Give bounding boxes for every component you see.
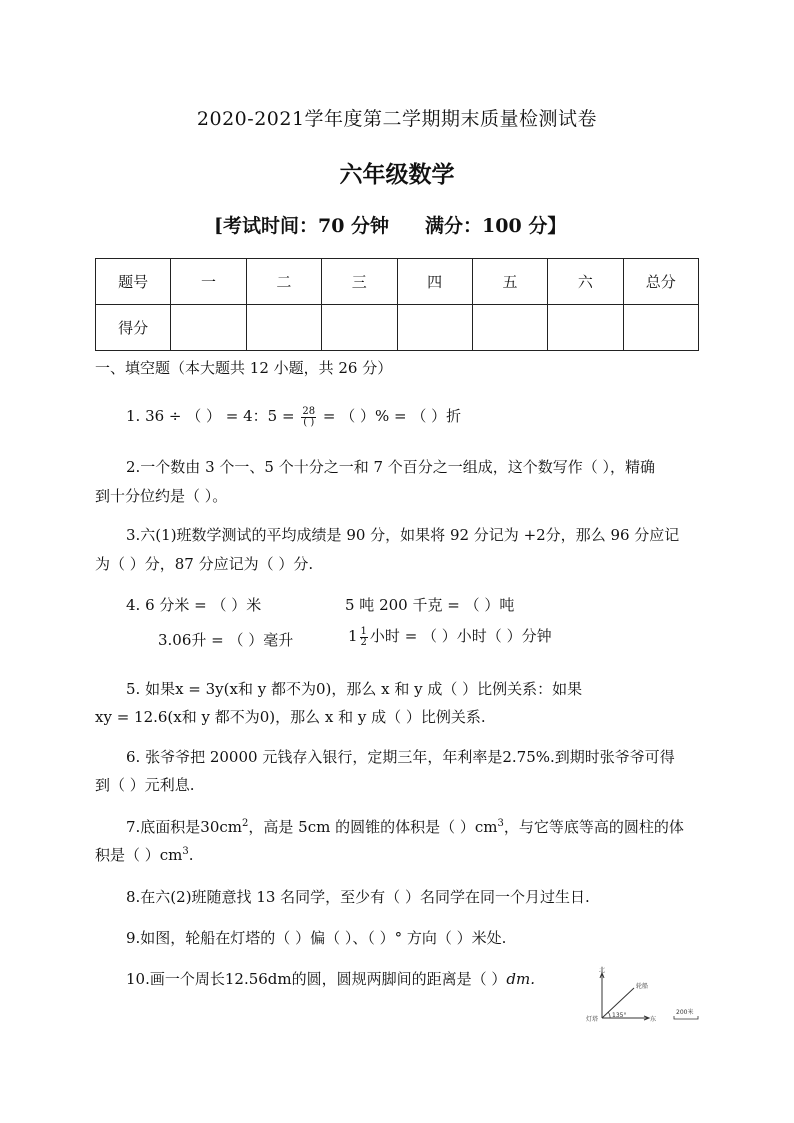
score-input-cell[interactable]: [322, 305, 397, 351]
score-table-score-row: [96, 305, 699, 351]
question-4-d: [348, 625, 552, 648]
score-input-cell[interactable]: [397, 305, 472, 351]
question-1: [126, 405, 461, 428]
score-input-cell[interactable]: [623, 305, 698, 351]
question-1-text: 1. 36 ÷ （ ） = 4：5 =: [126, 407, 295, 425]
question-7-text: ，与它等底等高的圆柱的体: [503, 818, 684, 836]
superscript: 3: [497, 818, 504, 829]
scale-label: 200米: [676, 1009, 694, 1016]
score-table-cell: 题号: [96, 259, 171, 305]
question-6-line-2: 到（ ）元利息.: [95, 776, 195, 794]
angle-arc: [608, 1012, 610, 1018]
question-8: 8.在六(2)班随意找 13 名同学，至少有（ ）名同学在同一个月过生日.: [126, 888, 590, 906]
scale-bar: [674, 1016, 698, 1019]
score-table-header-row: [96, 259, 699, 305]
question-7-line-1: [126, 816, 684, 837]
question-7-text: 积是（ ）cm: [95, 846, 183, 864]
east-label: 东: [650, 1016, 657, 1023]
superscript: 2: [242, 818, 249, 829]
question-4-d-text: 小时 = （ ）小时（ ）分钟: [369, 627, 552, 645]
score-table-cell: 六: [548, 259, 623, 305]
question-7-text: 7.底面积是30cm: [126, 818, 243, 836]
question-3-line-1: 3.六(1)班数学测试的平均成绩是 90 分，如果将 92 分记为 +2分，那么 96 分应记: [126, 526, 680, 544]
question-6-line-1: 6. 张爷爷把 20000 元钱存入银行，定期三年，年利率是2.75%.到期时张爷爷可得: [126, 748, 675, 766]
section-heading: 一、填空题（本大题共 12 小题，共 26 分）: [95, 359, 393, 377]
question-1-text-end: = （ ）% = （ ）折: [322, 407, 462, 425]
subject-title: 六年级数学: [339, 161, 455, 188]
exam-title: 2020-2021学年度第二学期期末质量检测试卷: [196, 108, 598, 130]
score-table-cell: 四: [397, 259, 472, 305]
score-table-cell: 五: [472, 259, 547, 305]
exam-time: [考试时间：70 分钟: [214, 215, 390, 237]
fraction: [301, 407, 316, 428]
question-4-b: 5 吨 200 千克 = （ ）吨: [345, 596, 515, 614]
fraction: [360, 627, 368, 648]
score-table-cell: 二: [246, 259, 321, 305]
score-table-cell: 得分: [96, 305, 171, 351]
north-label: 北: [599, 967, 606, 974]
question-2-line-2: 到十分位约是（ ）。: [95, 487, 228, 505]
question-5-line-1: 5. 如果x = 3y(x和 y 都不为0)，那么 x 和 y 成（ ）比例关系：如果: [126, 680, 583, 698]
lighthouse-direction-diagram: [584, 966, 704, 1028]
question-4-a: 4. 6 分米 = （ ）米: [126, 596, 262, 614]
ship-label: 轮船: [636, 983, 649, 990]
score-table-cell: 总分: [623, 259, 698, 305]
question-7-text: .: [188, 846, 194, 864]
exam-info: [214, 211, 566, 238]
fraction-numerator: 28: [302, 405, 316, 417]
superscript: 3: [182, 846, 189, 857]
score-input-cell[interactable]: [548, 305, 623, 351]
question-9: 9.如图，轮船在灯塔的（ ）偏（ ）、（ ）° 方向（ ）米处.: [126, 929, 507, 947]
question-7-line-2: [95, 844, 194, 865]
question-3-line-2: 为（ ）分，87 分应记为（ ）分.: [95, 555, 314, 573]
question-10-text: 10.画一个周长12.56dm的圆，圆规两脚间的距离是（ ）: [126, 970, 507, 988]
question-4-c: 3.06升 = （ ）毫升: [158, 631, 294, 649]
score-table-cell: 三: [322, 259, 397, 305]
angle-label: 135°: [612, 1012, 627, 1019]
fraction-denominator: ( ): [303, 416, 315, 428]
question-2-line-1: 2.一个数由 3 个一、5 个十分之一和 7 个百分之一组成，这个数写作（ ），精确: [126, 458, 656, 476]
score-input-cell[interactable]: [246, 305, 321, 351]
full-score: 满分：100 分】: [425, 215, 567, 237]
question-5-line-2: xy = 12.6(x和 y 都不为0)，那么 x 和 y 成（ ）比例关系.: [95, 708, 486, 726]
unit-dm: dm.: [506, 970, 535, 988]
score-input-cell[interactable]: [472, 305, 547, 351]
question-10: [126, 968, 535, 989]
score-input-cell[interactable]: [171, 305, 246, 351]
fraction-denominator: 2: [360, 636, 367, 648]
question-7-text: ，高是 5cm 的圆锥的体积是（ ）cm: [248, 818, 498, 836]
lighthouse-label: 灯塔: [586, 1016, 599, 1023]
mixed-number-whole: 1: [348, 627, 358, 645]
score-table-cell: 一: [171, 259, 246, 305]
score-table: [95, 258, 699, 351]
fraction-numerator: 1: [360, 625, 367, 637]
